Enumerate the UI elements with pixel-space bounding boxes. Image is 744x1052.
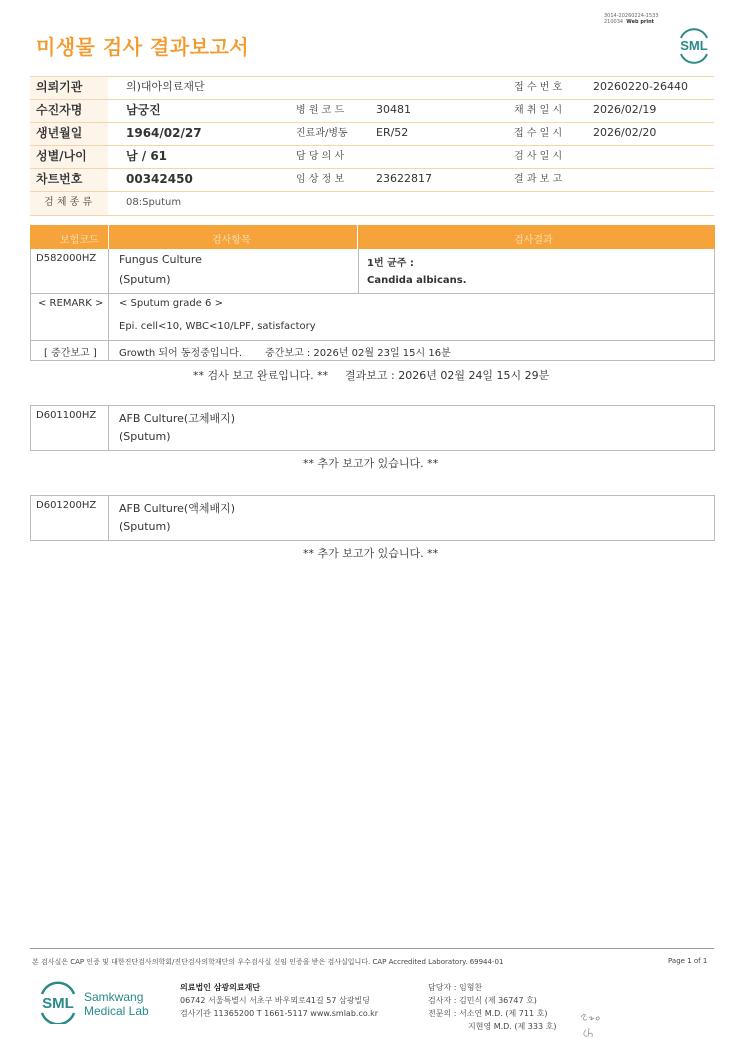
sex-age-value: 남 / 61 <box>126 149 168 163</box>
report-title: 미생물 검사 결과보고서 <box>36 35 250 59</box>
requester-label: 의뢰기관 <box>36 80 83 94</box>
print-code: 3014-20260224-1533 <box>604 13 659 19</box>
collect-date-value: 2026/02/19 <box>593 103 657 116</box>
test1-specimen: (Sputum) <box>119 273 171 286</box>
col-result-header: 검사결과 <box>514 235 553 246</box>
print-sub: 210034 <box>604 19 624 25</box>
brand-line-1: Samkwang <box>84 990 144 1004</box>
patient-value: 남궁진 <box>126 103 161 117</box>
svg-text:SML: SML <box>680 38 708 53</box>
test1-code: D582000HZ <box>36 253 97 264</box>
brand-line-2: Medical Lab <box>84 1004 149 1018</box>
svg-text:SML: SML <box>42 995 74 1012</box>
staff-specialist-2: 지현영 M.D. (제 333 호) <box>468 1022 557 1031</box>
test3-specimen: (Sputum) <box>119 520 171 533</box>
receipt-date-label: 접 수 일 시 <box>514 128 563 139</box>
doctor-label: 담 당 의 사 <box>296 151 345 162</box>
test3-code: D601200HZ <box>36 500 97 511</box>
org-address: 06742 서울특별시 서초구 바우뫼로41길 57 삼광빌딩 <box>180 996 370 1005</box>
final-report-time: 결과보고 : 2026년 02월 24일 15시 29분 <box>345 369 550 382</box>
page-number: Page 1 of 1 <box>668 957 708 965</box>
sml-footer-logo <box>36 980 80 1024</box>
remark-line-1: < Sputum grade 6 > <box>119 298 223 309</box>
print-stamp <box>604 13 659 25</box>
staff-manager: 담당자 : 임형찬 <box>428 983 483 992</box>
staff-block <box>428 981 556 1033</box>
org-address-block <box>180 981 378 1020</box>
test2-note: ** 추가 보고가 있습니다. ** <box>303 457 439 470</box>
remark-label: < REMARK > <box>38 298 104 309</box>
sml-logo <box>674 24 714 64</box>
test3-name: AFB Culture(액체배지) <box>119 502 236 515</box>
brand-name <box>84 990 149 1018</box>
chart-value: 00342450 <box>126 172 193 186</box>
interim-label: [ 중간보고 ] <box>44 348 97 359</box>
test1-result-title: 1번 균주 : <box>367 258 414 269</box>
hospital-code-label: 병 원 코 드 <box>296 105 345 116</box>
requester-value: 의)대아의료재단 <box>126 80 205 93</box>
clinical-label: 임 상 정 보 <box>296 174 345 185</box>
test1-result-value: Candida albicans. <box>367 275 467 286</box>
dept-value: ER/52 <box>376 126 409 139</box>
test2-name: AFB Culture(고체배지) <box>119 412 236 425</box>
interim-time: 중간보고 : 2026년 02월 23일 15시 16분 <box>265 348 451 359</box>
test-date-label: 검 사 일 시 <box>514 151 563 162</box>
col-code-header: 보험코드 <box>60 235 99 246</box>
staff-specialist-1: 전문의 : 서소연 M.D. (제 711 호) <box>428 1009 548 1018</box>
test2-code: D601100HZ <box>36 410 97 421</box>
complete-note: ** 검사 보고 완료입니다. ** <box>193 369 329 382</box>
receipt-no-value: 20260220-26440 <box>593 80 688 93</box>
collect-date-label: 채 취 일 시 <box>514 105 563 116</box>
footer-divider <box>30 948 714 949</box>
patient-label: 수진자명 <box>36 103 83 117</box>
receipt-no-label: 접 수 번 호 <box>514 82 563 93</box>
signature-image <box>578 1008 608 1042</box>
patient-info-table <box>30 76 714 216</box>
test1-name: Fungus Culture <box>119 253 202 266</box>
org-name: 의료법인 삼광의료재단 <box>180 983 261 992</box>
clinical-value: 23622817 <box>376 172 432 185</box>
remark-line-2: Epi. cell<10, WBC<10/LPF, satisfactory <box>119 321 316 332</box>
test2-specimen: (Sputum) <box>119 430 171 443</box>
staff-tester: 검사자 : 김민식 (제 36747 호) <box>428 996 537 1005</box>
interim-text: Growth 되어 동정중입니다. <box>119 348 243 359</box>
chart-label: 차트번호 <box>36 172 83 186</box>
receipt-date-value: 2026/02/20 <box>593 126 657 139</box>
org-contact: 검사기관 11365200 T 1661-5117 www.smlab.co.kr <box>180 1009 379 1018</box>
hospital-code-value: 30481 <box>376 103 411 116</box>
test3-note: ** 추가 보고가 있습니다. ** <box>303 547 439 560</box>
certification-note: 본 검사실은 CAP 인증 및 대한진단검사의학회/진단검사의학재단의 우수검사실 신임 인증을 받은 검사실입니다. CAP Accredited Laboratory. 69944-01 <box>32 958 504 966</box>
label-column-bg <box>30 76 108 216</box>
results-header <box>30 225 715 249</box>
birth-label: 생년월일 <box>36 126 83 140</box>
sex-age-label: 성별/나이 <box>36 149 87 163</box>
dept-label: 진료과/병동 <box>296 128 348 139</box>
birth-value: 1964/02/27 <box>126 126 202 140</box>
specimen-label: 검 체 종 류 <box>44 197 93 208</box>
specimen-value: 08:Sputum <box>126 197 182 208</box>
print-label: Web print <box>626 19 655 25</box>
report-label: 결 과 보 고 <box>514 174 563 185</box>
col-item-header: 검사항목 <box>212 235 251 246</box>
